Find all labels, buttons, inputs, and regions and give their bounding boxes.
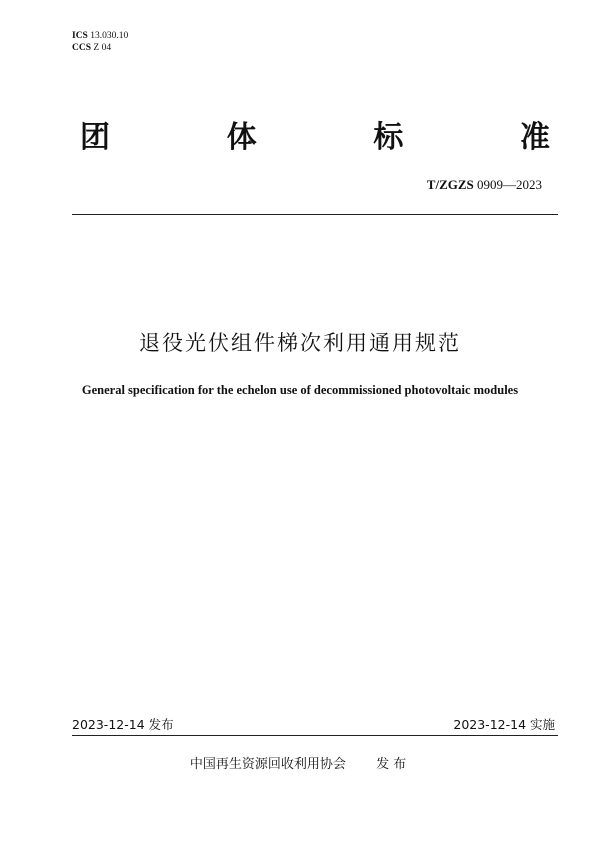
title-english: General specification for the echelon use of decommissioned photovoltaic modules bbox=[81, 383, 519, 397]
document-type-heading bbox=[80, 120, 550, 156]
ccs-code: Z 04 bbox=[93, 43, 112, 53]
ics-code: 13.030.10 bbox=[90, 31, 129, 41]
title-chinese: 退役光伏组件梯次利用通用规范 bbox=[139, 331, 461, 355]
doc-type-char: 团 bbox=[80, 120, 110, 155]
implementation-date: 2023-12-14 实施 bbox=[453, 717, 555, 732]
issue-date: 2023-12-14 发布 bbox=[72, 717, 174, 732]
doc-type-char: 体 bbox=[226, 120, 257, 155]
ccs-label: CCS bbox=[72, 43, 92, 53]
publisher-line bbox=[0, 753, 600, 772]
classification-codes bbox=[72, 30, 128, 54]
publisher-name: 中国再生资源回收利用协会 bbox=[189, 757, 346, 772]
standard-number bbox=[427, 177, 542, 193]
ccs-line bbox=[72, 42, 128, 54]
top-divider bbox=[72, 214, 558, 215]
bottom-divider bbox=[72, 735, 558, 736]
standard-number-code: 0909—2023 bbox=[477, 177, 542, 192]
ics-line bbox=[72, 30, 128, 42]
doc-type-char: 准 bbox=[519, 120, 550, 155]
standard-number-prefix: T/ZGZS bbox=[426, 177, 474, 192]
ics-label: ICS bbox=[72, 31, 88, 41]
publish-word: 发布 bbox=[376, 757, 411, 772]
doc-type-char: 标 bbox=[373, 120, 404, 155]
